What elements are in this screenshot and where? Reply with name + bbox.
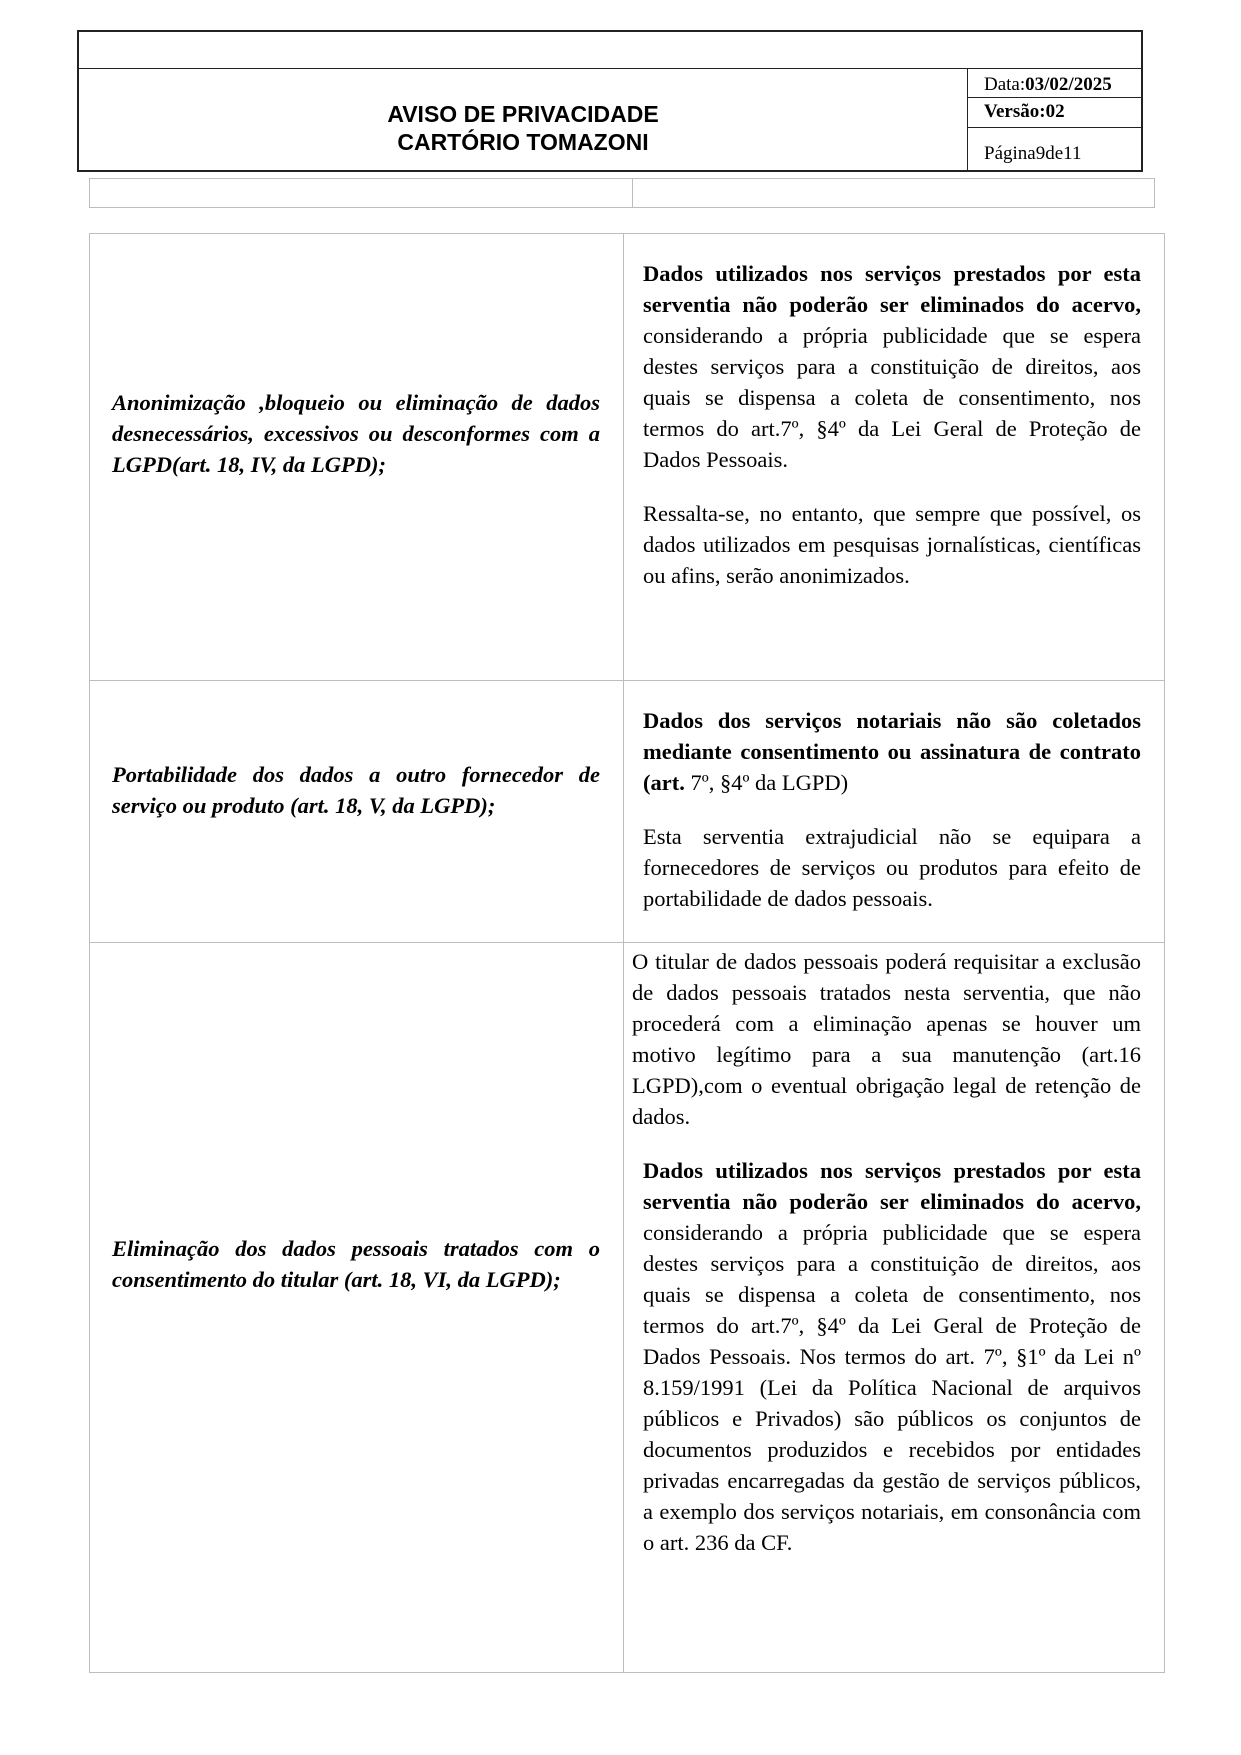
right-answer — [643, 1155, 1141, 1558]
strip-divider — [632, 179, 633, 207]
answer-paragraph — [643, 258, 1141, 475]
right-description: Eliminação dos dados pessoais tratados com o consentimento do titular (art. 18, VI, da LGPD); — [112, 1236, 600, 1292]
answer-bold-text: Dados utilizados nos serviços prestados por esta serventia não poderão ser eliminados do acervo, — [643, 261, 1141, 317]
rights-table — [89, 233, 1165, 1673]
answer-bold-text: Dados dos serviços notariais não são coletados mediante consentimento ou assinatura de contrato (art. — [643, 708, 1141, 795]
right-answer — [643, 258, 1141, 591]
title-line-2: CARTÓRIO TOMAZONI — [397, 129, 649, 155]
answer-text: 7º, §4º da LGPD) — [684, 770, 849, 795]
table-row — [90, 234, 1164, 680]
version-label: Versão: — [984, 101, 1046, 122]
header-meta — [967, 68, 1141, 170]
version-field — [968, 98, 1141, 128]
column-divider — [623, 681, 624, 943]
right-description: Anonimização ,bloqueio ou eliminação de dados desnecessários, excessivos ou desconformes com a LGPD(art. 18, IV, da LGPD); — [112, 390, 600, 477]
date-field — [968, 68, 1141, 98]
empty-header-strip — [89, 178, 1155, 208]
document-title — [79, 68, 967, 172]
answer-paragraph: Esta serventia extrajudicial não se equipara a fornecedores de serviços ou produtos para efeito de portabilidade de dados pessoais. — [643, 824, 1141, 911]
date-label: Data: — [984, 74, 1026, 95]
answer-paragraph: Ressalta-se, no entanto, que sempre que possível, os dados utilizados em pesquisas jornalísticas, científicas ou afins, serão anonimizados. — [643, 501, 1141, 588]
table-row — [90, 680, 1164, 943]
answer-text: considerando a própria publicidade que se espera destes serviços para a constituição de direitos, aos quais se dispensa a coleta de consentimento, nos termos do art.7º, §4º da Lei Geral de Proteção de Dados Pessoais. Nos termos do art. 7º, §1º da Lei nº 8.159/1991 (Lei da Política Nacional de arquivos públicos e Privados) são públicos os conjuntos de documentos produzidos e recebidos por entidades privadas encarregadas da gestão de serviços públicos, a exemplo dos serviços notariais, em consonância com o art. 236 da CF. — [643, 1220, 1141, 1555]
column-divider — [623, 234, 624, 680]
answer-intro: O titular de dados pessoais poderá requisitar a exclusão de dados pessoais tratados nesta serventia, que não procederá com a eliminação apenas se houver um motivo legítimo para a sua manutenção (art.16 LGPD),com o eventual obrigação legal de retenção de dados. — [632, 949, 1141, 1129]
right-answer — [643, 705, 1141, 914]
document-header — [77, 30, 1143, 172]
date-value: 03/02/2025 — [1025, 74, 1112, 95]
version-value: 02 — [1045, 101, 1065, 122]
right-description: Portabilidade dos dados a outro fornecedor de serviço ou produto (art. 18, V, da LGPD); — [112, 762, 600, 818]
title-line-1: AVISO DE PRIVACIDADE — [387, 101, 659, 127]
answer-paragraph — [643, 1155, 1141, 1558]
answer-paragraph — [643, 705, 1141, 798]
answer-text: considerando a própria publicidade que se espera destes serviços para a constituição de direitos, aos quais se dispensa a coleta de consentimento, nos termos do art.7º, §4º da Lei Geral de Proteção de Dados Pessoais. — [643, 323, 1141, 472]
column-divider — [623, 943, 624, 1673]
page-number: Página9de11 — [984, 143, 1082, 164]
header-top-band — [79, 32, 1141, 69]
table-row — [90, 942, 1164, 1673]
answer-bold-text: Dados utilizados nos serviços prestados por esta serventia não poderão ser eliminados do acervo, — [643, 1158, 1141, 1214]
